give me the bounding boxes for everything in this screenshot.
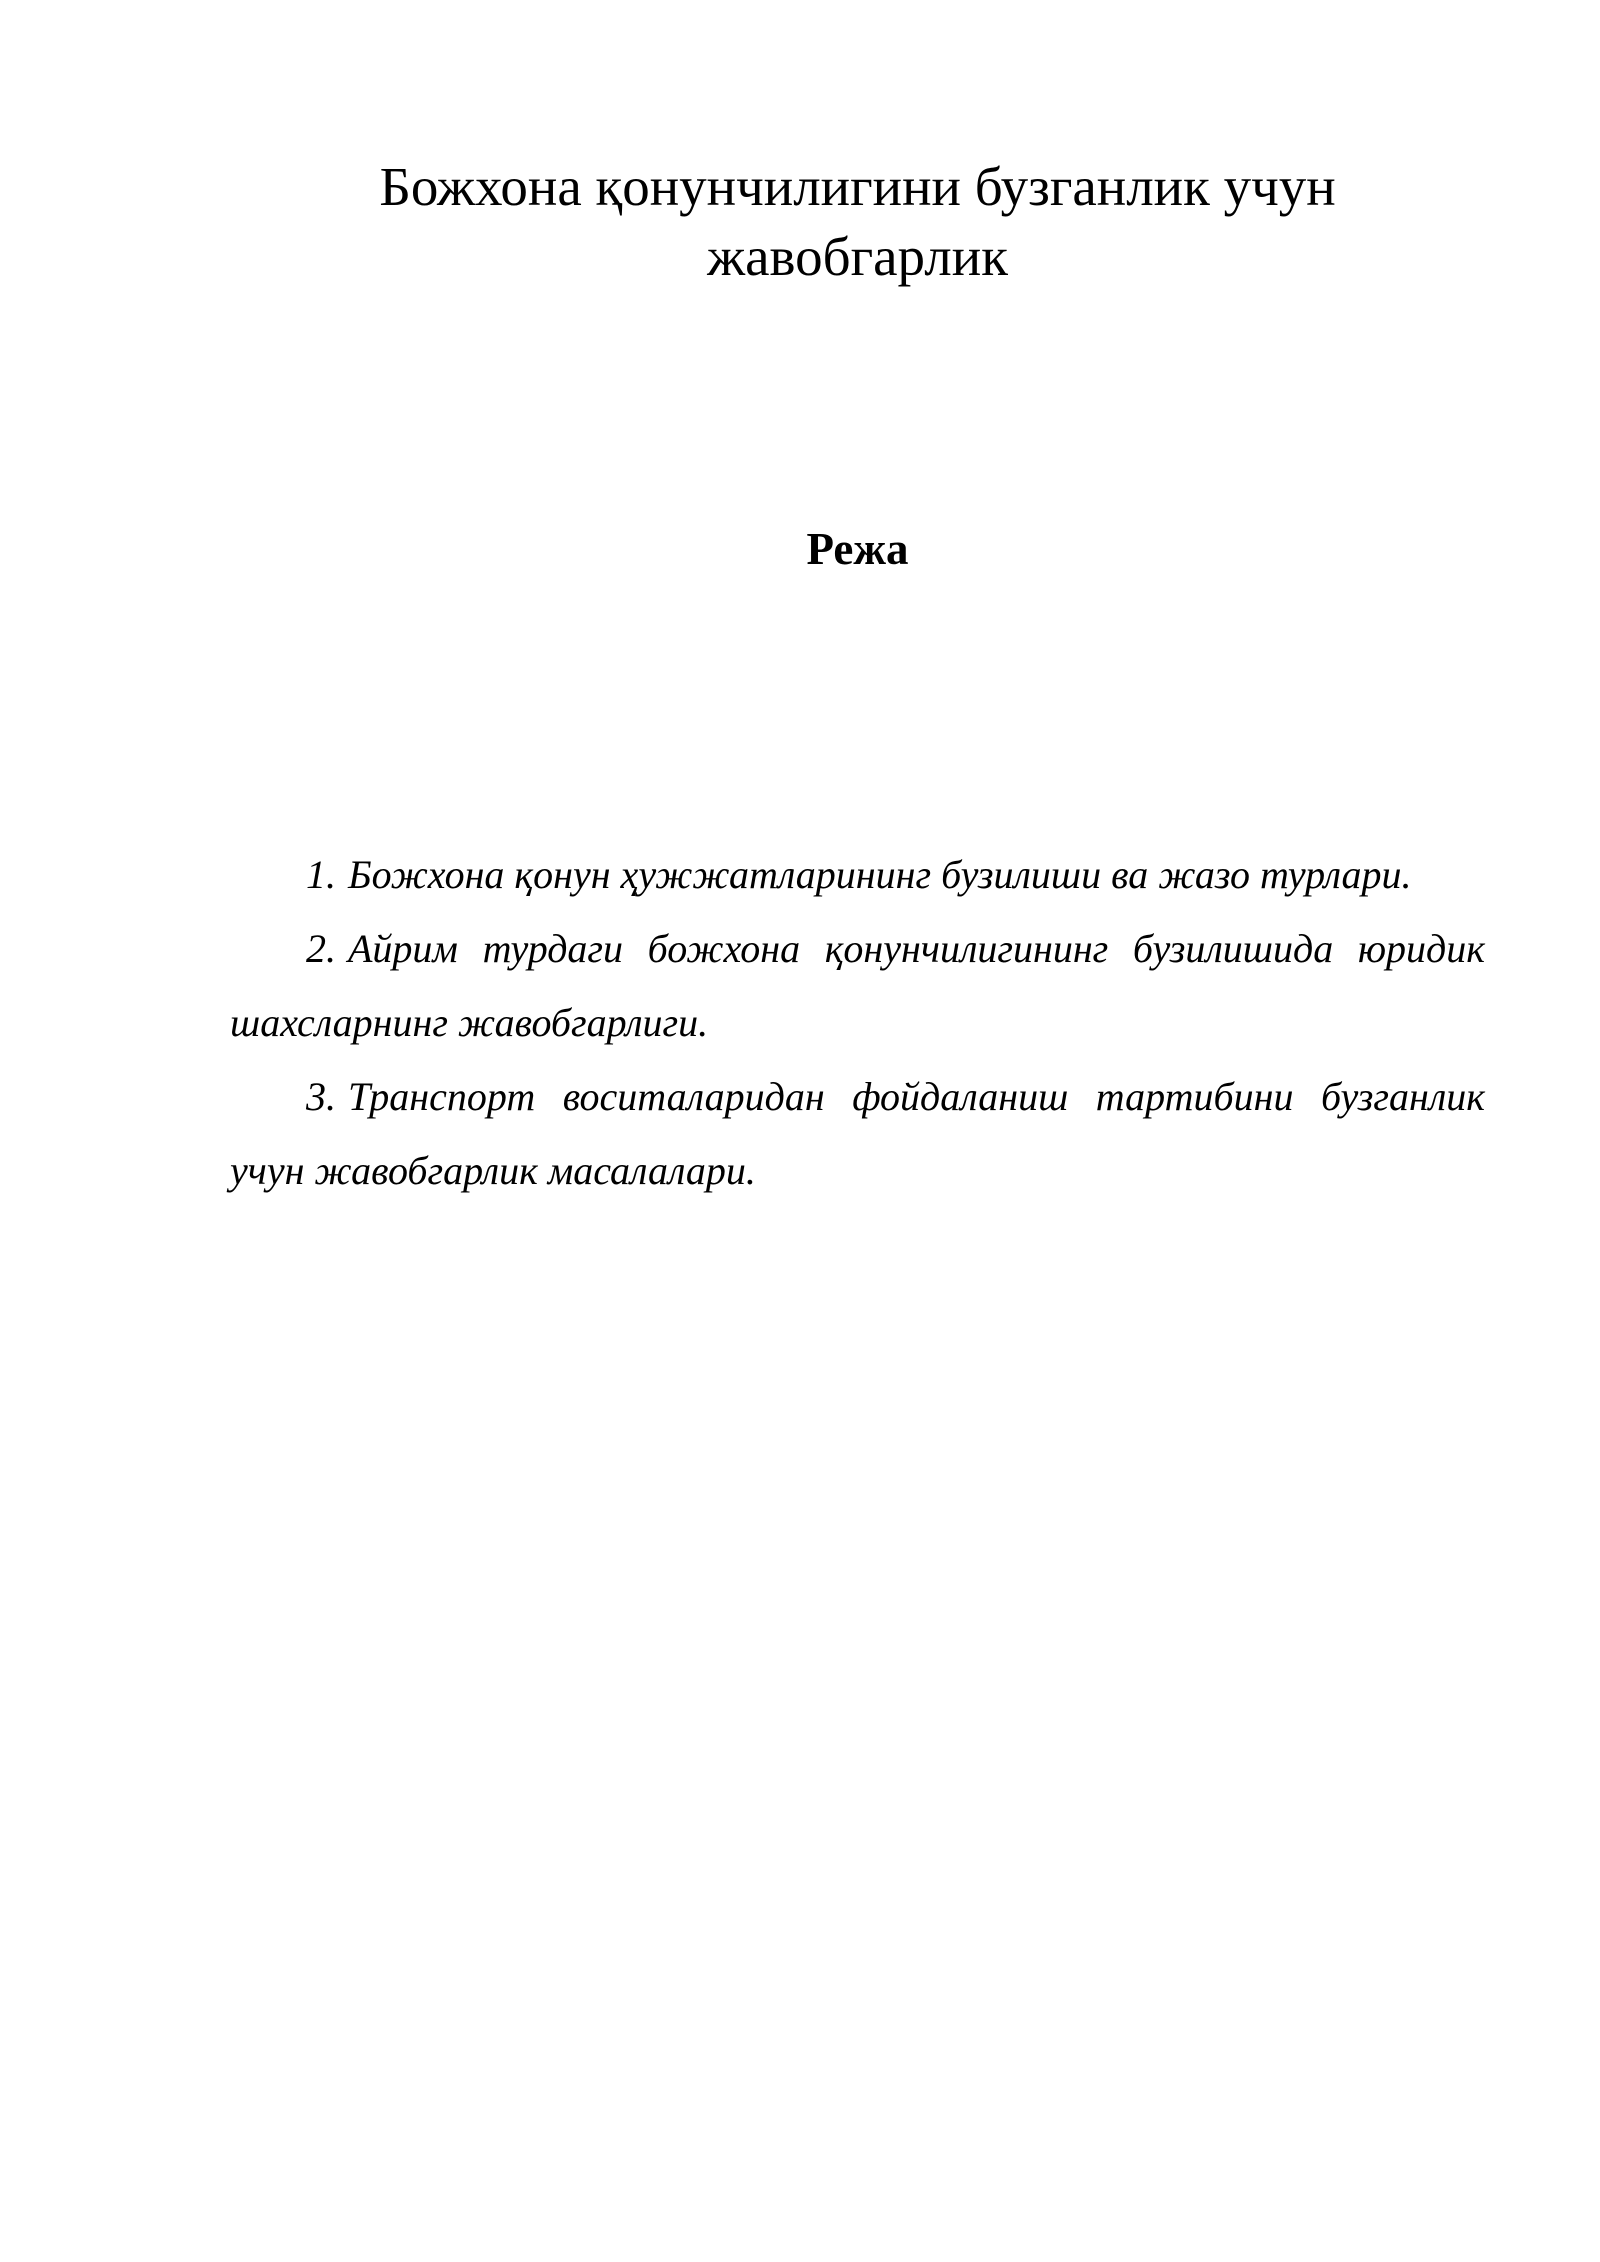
plan-list: [230, 838, 1485, 1208]
plan-item-text: Божхона қонун ҳужжатларининг бузилиши ва жазо турлари.: [348, 852, 1412, 897]
plan-item-text: Транспорт воситаларидан фойдаланиш тартибини бузганлик учун жавобгарлик масалалари.: [230, 1074, 1485, 1193]
plan-item-number: 3.: [306, 1074, 336, 1119]
plan-item: [230, 838, 1485, 912]
plan-item: [230, 1060, 1485, 1208]
document-title: Божхона қонунчилигини бузганлик учун жавобгарлик: [379, 156, 1336, 287]
plan-item: [230, 912, 1485, 1060]
plan-item-number: 2.: [306, 926, 336, 971]
plan-heading: Режа: [806, 524, 909, 574]
plan-item-text: Айрим турдаги божхона қонунчилигининг бузилишида юридик шахсларнинг жавобгарлиги.: [230, 926, 1485, 1045]
plan-item-number: 1.: [306, 852, 336, 897]
